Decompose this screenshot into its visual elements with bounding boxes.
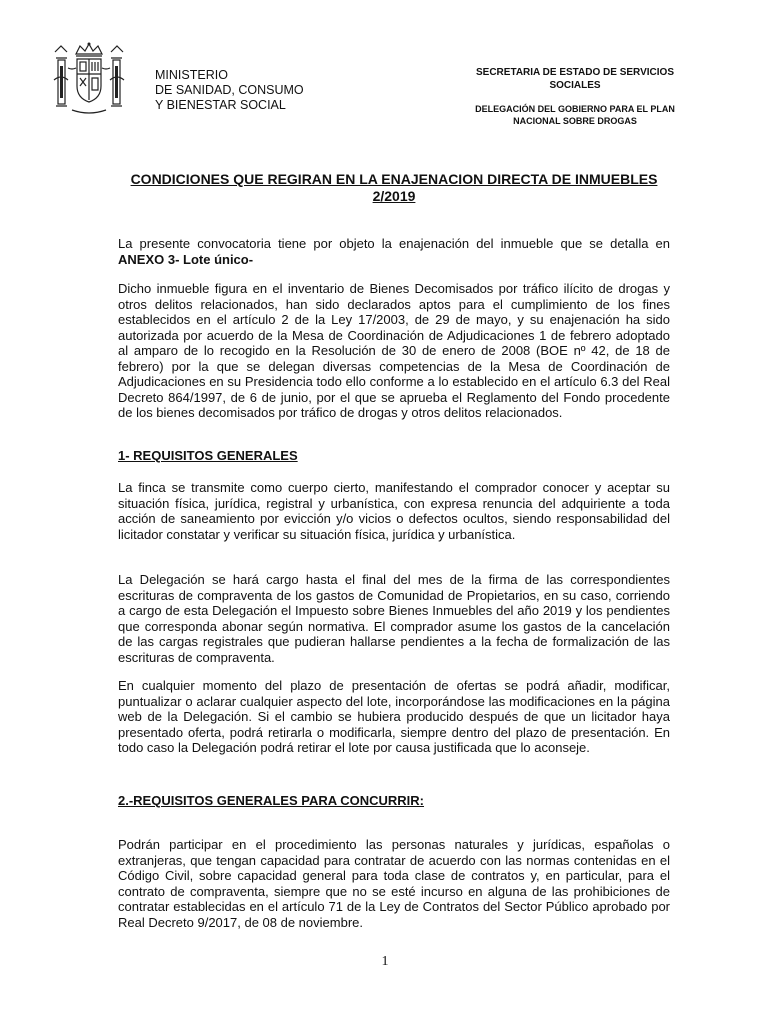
section-1-heading: 1- REQUISITOS GENERALES — [118, 448, 298, 463]
intro-annex: ANEXO 3- Lote único- — [118, 251, 254, 267]
section-1-paragraph: En cualquier momento del plazo de presentación de ofertas se podrá añadir, modificar, puntualizar o aclarar cualquier aspecto del lote, incorporándose las modificaciones en la página web de la Delegación. Si el cambio se hubiera producido después de que un licitador haya presentado oferta, podrá retirarla o modificarla, siempre dentro del plazo de presentación. En todo caso la Delegación podrá retirar el lote por causa justificada que lo aconseje. — [118, 678, 670, 755]
paragraph-dicho: Dicho inmueble figura en el inventario de Bienes Decomisados por tráfico ilícito de drogas y otros delitos relacionados, han sido declarados aptos para el cumplimiento de los fines establecidos en el artículo 2 de la Ley 17/2003, de 29 de mayo, y su enajenación ha sido autorizada por acuerdo de la Mesa de Coordinación de Adjudicaciones 1 de febrero adoptado al amparo de lo recogido en la Resolución de 30 de enero de 2008 (BOE nº 42, de 18 de febrero) por la que se delegan diversas competencias de la Mesa de Coordinación de Adjudicaciones en su Presidencia todo ello conforme a lo establecido en el artículo 6.3 del Real Decreto 864/1997, de 6 de junio, por el que se aprueba el Reglamento del Fondo procedente de los bienes decomisados por tráfico de drogas y otros delitos relacionados. — [118, 281, 670, 420]
ministry-line: DE SANIDAD, CONSUMO — [155, 83, 304, 97]
coat-of-arms-icon — [52, 40, 126, 120]
page-number: 1 — [381, 954, 389, 969]
intro-text: La presente convocatoria tiene por objeto la enajenación del inmueble que se detalla en — [118, 236, 670, 251]
ministry-name — [155, 68, 304, 113]
intro-paragraph — [118, 236, 670, 267]
delegacion-heading: DELEGACIÓN DEL GOBIERNO PARA EL PLAN NACIONAL SOBRE DROGAS — [475, 104, 675, 126]
document-title: CONDICIONES QUE REGIRAN EN LA ENAJENACION DIRECTA DE INMUEBLES 2/2019 — [130, 171, 658, 204]
secretaria-heading: SECRETARIA DE ESTADO DE SERVICIOS SOCIALES — [476, 67, 674, 91]
section-1-paragraph: La finca se transmite como cuerpo cierto, manifestando el comprador conocer y aceptar su situación física, jurídica, registral y urbanística, con expresa renuncia del adquiriente a toda acción de saneamiento por evicción y/o vicios o defectos ocultos, siendo responsabilidad del licitador constatar y verificar su situación física, jurídica y urbanística. — [118, 480, 670, 542]
section-1-paragraph: La Delegación se hará cargo hasta el final del mes de la firma de las correspondientes escrituras de compraventa de los gastos de Comunidad de Propietarios, en su caso, corriendo a cargo de esta Delegación el Impuesto sobre Bienes Inmuebles del año 2019 y los pendientes que corresponda abonar según normativa. El comprador asume los gastos de la cancelación de las cargas registrales que pudieran hallarse pendientes a la fecha de formalización de las escrituras de compraventa. — [118, 572, 670, 665]
section-2-paragraph: Podrán participar en el procedimiento las personas naturales y jurídicas, españolas o extranjeras, que tengan capacidad para contratar de acuerdo con las normas contenidas en el Código Civil, sobre capacidad general para toda clase de contratos y, en particular, para el contrato de compraventa, siempre que no se esté incurso en alguna de las prohibiciones de contratar establecidas en el artículo 71 de la Ley de Contratos del Sector Público aprobado por Real Decreto 9/2017, de 08 de noviembre. — [118, 837, 670, 930]
ministry-line: MINISTERIO — [155, 68, 228, 82]
section-2-heading: 2.-REQUISITOS GENERALES PARA CONCURRIR: — [118, 793, 425, 808]
ministry-line: Y BIENESTAR SOCIAL — [155, 98, 286, 112]
